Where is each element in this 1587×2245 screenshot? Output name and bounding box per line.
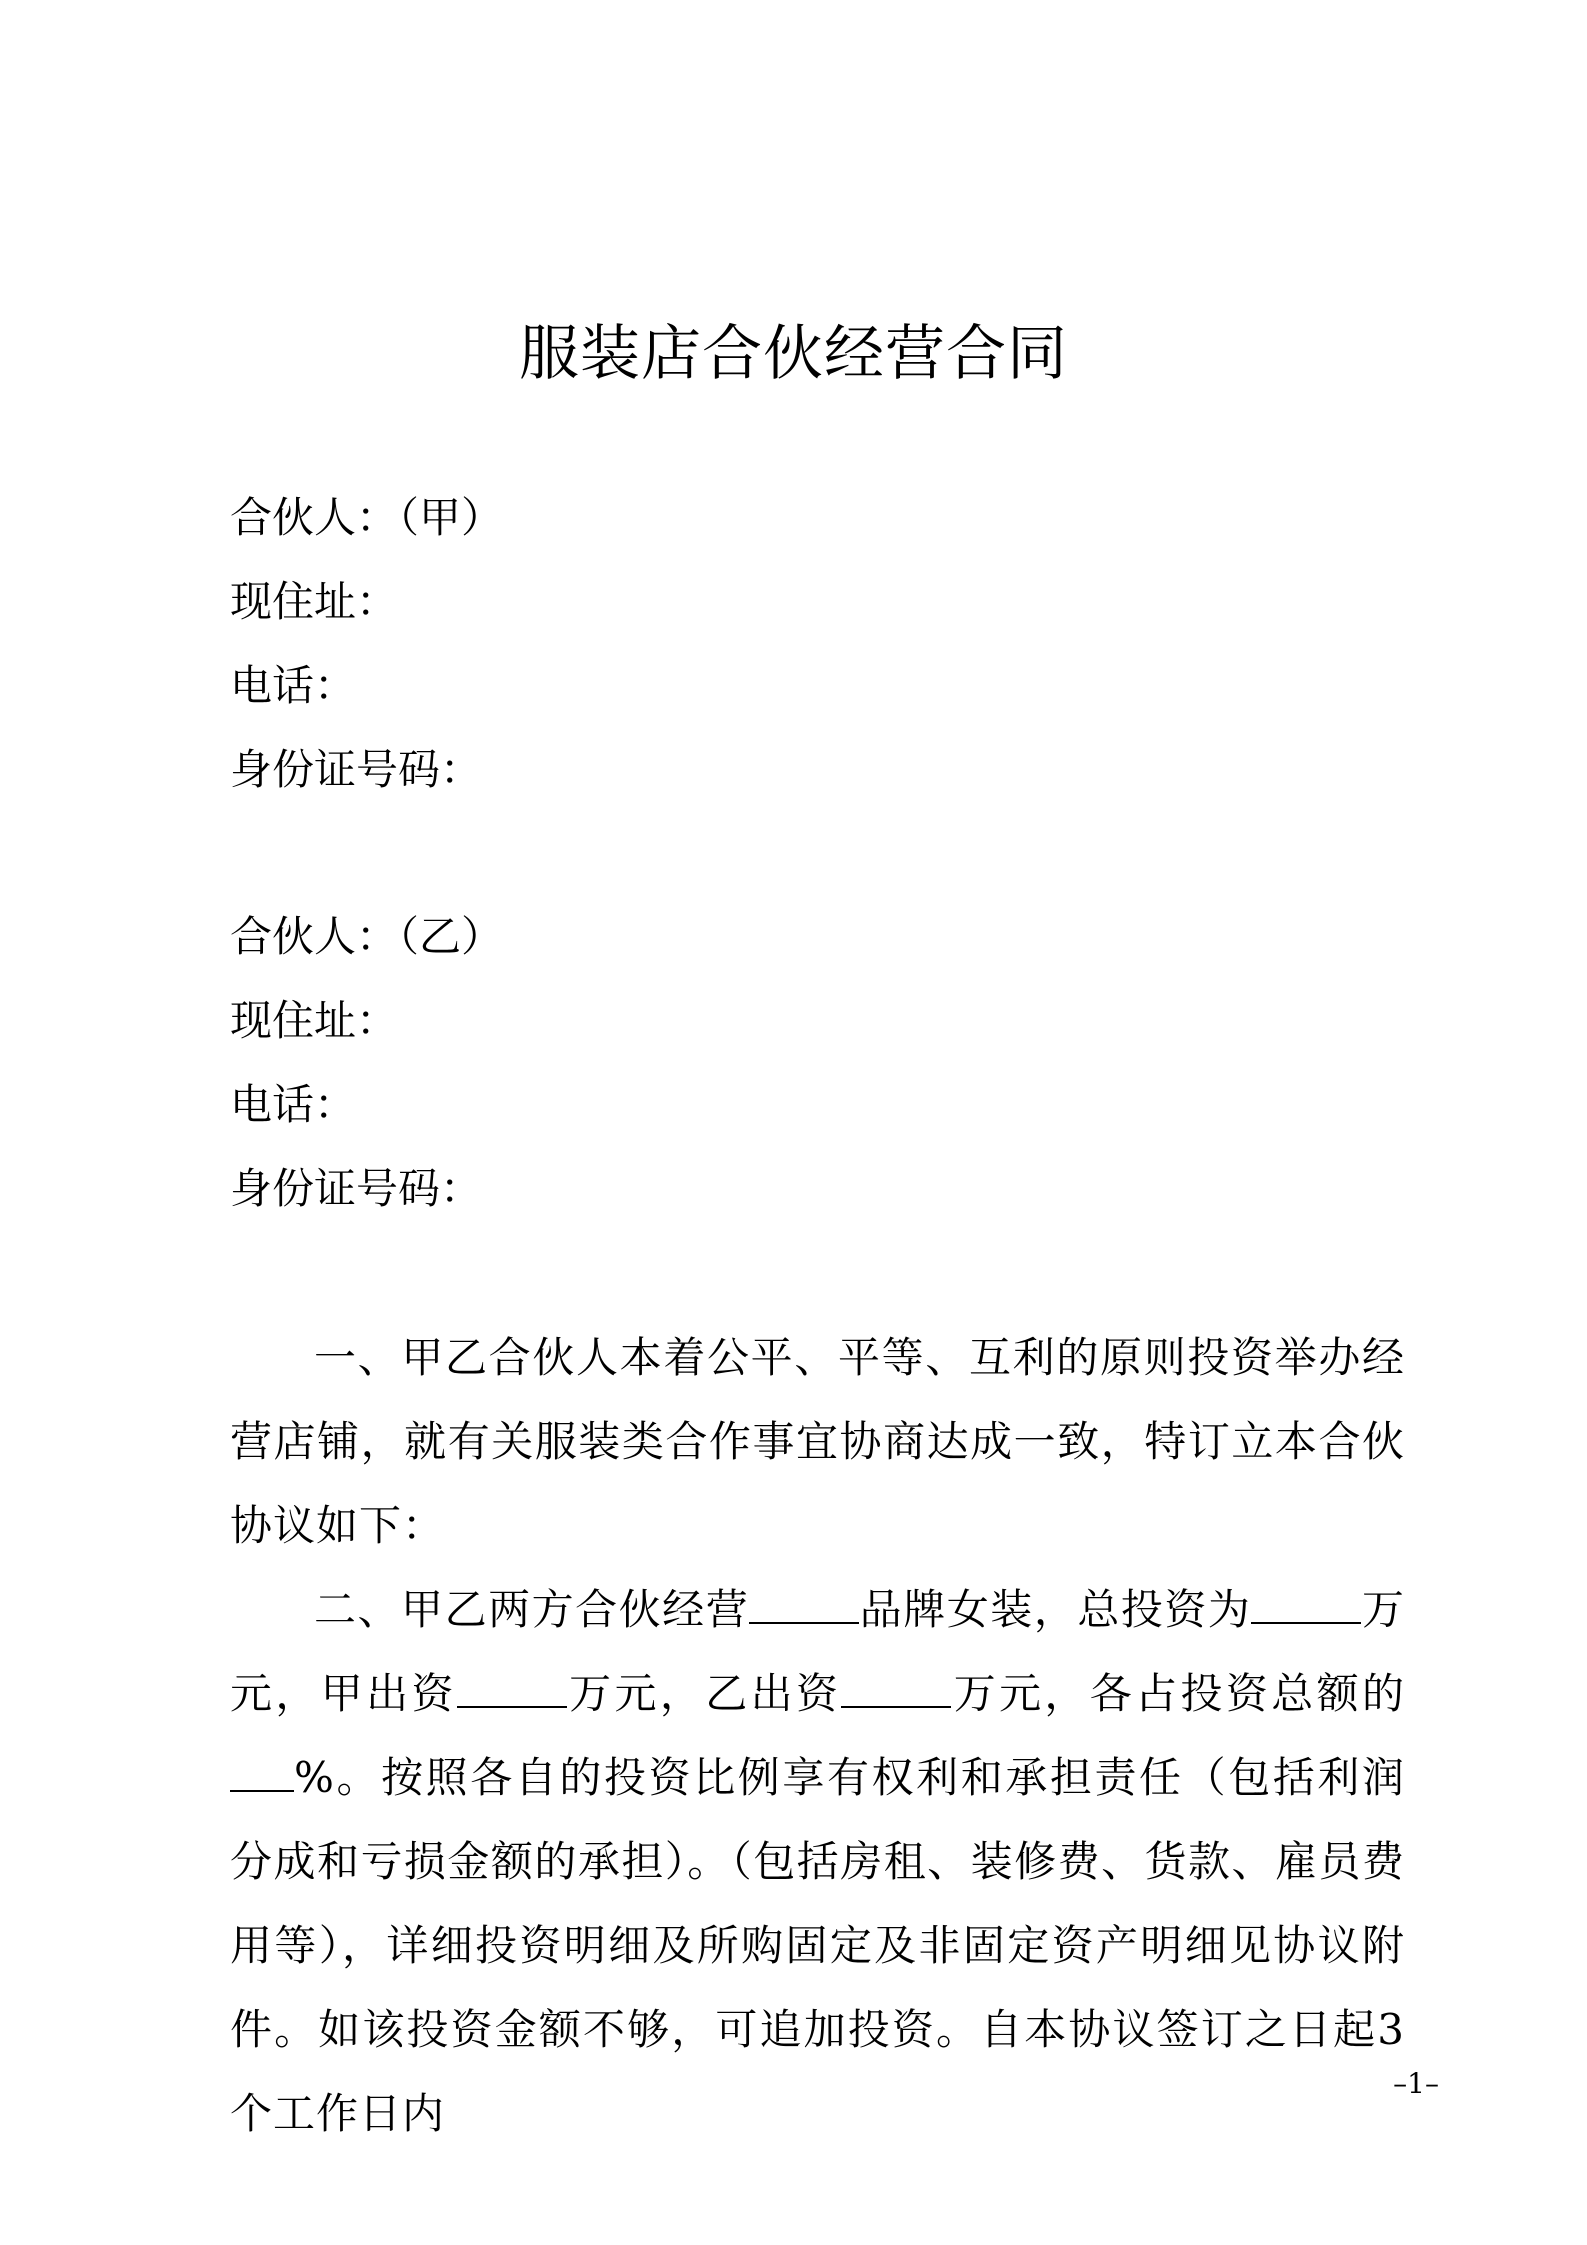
party-a-investment-blank (457, 1668, 567, 1708)
clause-1: 一、甲乙合伙人本着公平、平等、互利的原则投资举办经营店铺，就有关服装类合作事宜协商达成一致，特订立本合伙协议如下： (230, 1333, 1405, 1550)
clause-2-part-3: 万元，甲出资 (230, 1585, 1405, 1718)
party-b-partner-label: 合伙人：（乙） (230, 912, 504, 961)
party-a-partner-label: 合伙人：（甲） (230, 493, 504, 542)
page-number: –1– (1393, 2067, 1439, 2100)
clause-2 (230, 1568, 1405, 2156)
clause-2-part-2: 品牌女装，总投资为 (859, 1585, 1252, 1634)
party-b-address-label: 现住址： (230, 996, 399, 1045)
party-a-phone-label: 电话： (230, 661, 357, 710)
party-a-address-label: 现住址： (230, 577, 399, 626)
party-b-id-label: 身份证号码： (230, 1164, 483, 1213)
brand-blank (749, 1584, 859, 1624)
party-b-investment-blank (841, 1668, 951, 1708)
clause-2-part-1: 二、甲乙两方合伙经营 (314, 1585, 750, 1634)
document-title: 服装店合伙经营合同 (519, 319, 1068, 389)
total-investment-blank (1251, 1584, 1361, 1624)
party-b-phone-label: 电话： (230, 1080, 357, 1129)
party-a-id-label: 身份证号码： (230, 745, 483, 794)
clause-2-part-6: %。按照各自的投资比例享有权利和承担责任（包括利润分成和亏损金额的承担）。（包括房租、装修费、货款、雇员费用等），详细投资明细及所购固定及非固定资产明细见协议附件。如该投资金额不够，可追加投资。自本协议签订之日起3个工作日内 (230, 1753, 1405, 2138)
clause-2-part-4: 万元，乙出资 (566, 1669, 842, 1718)
clause-2-part-5: 万元，各占投资总额的 (951, 1669, 1405, 1718)
share-percent-blank (230, 1752, 294, 1792)
